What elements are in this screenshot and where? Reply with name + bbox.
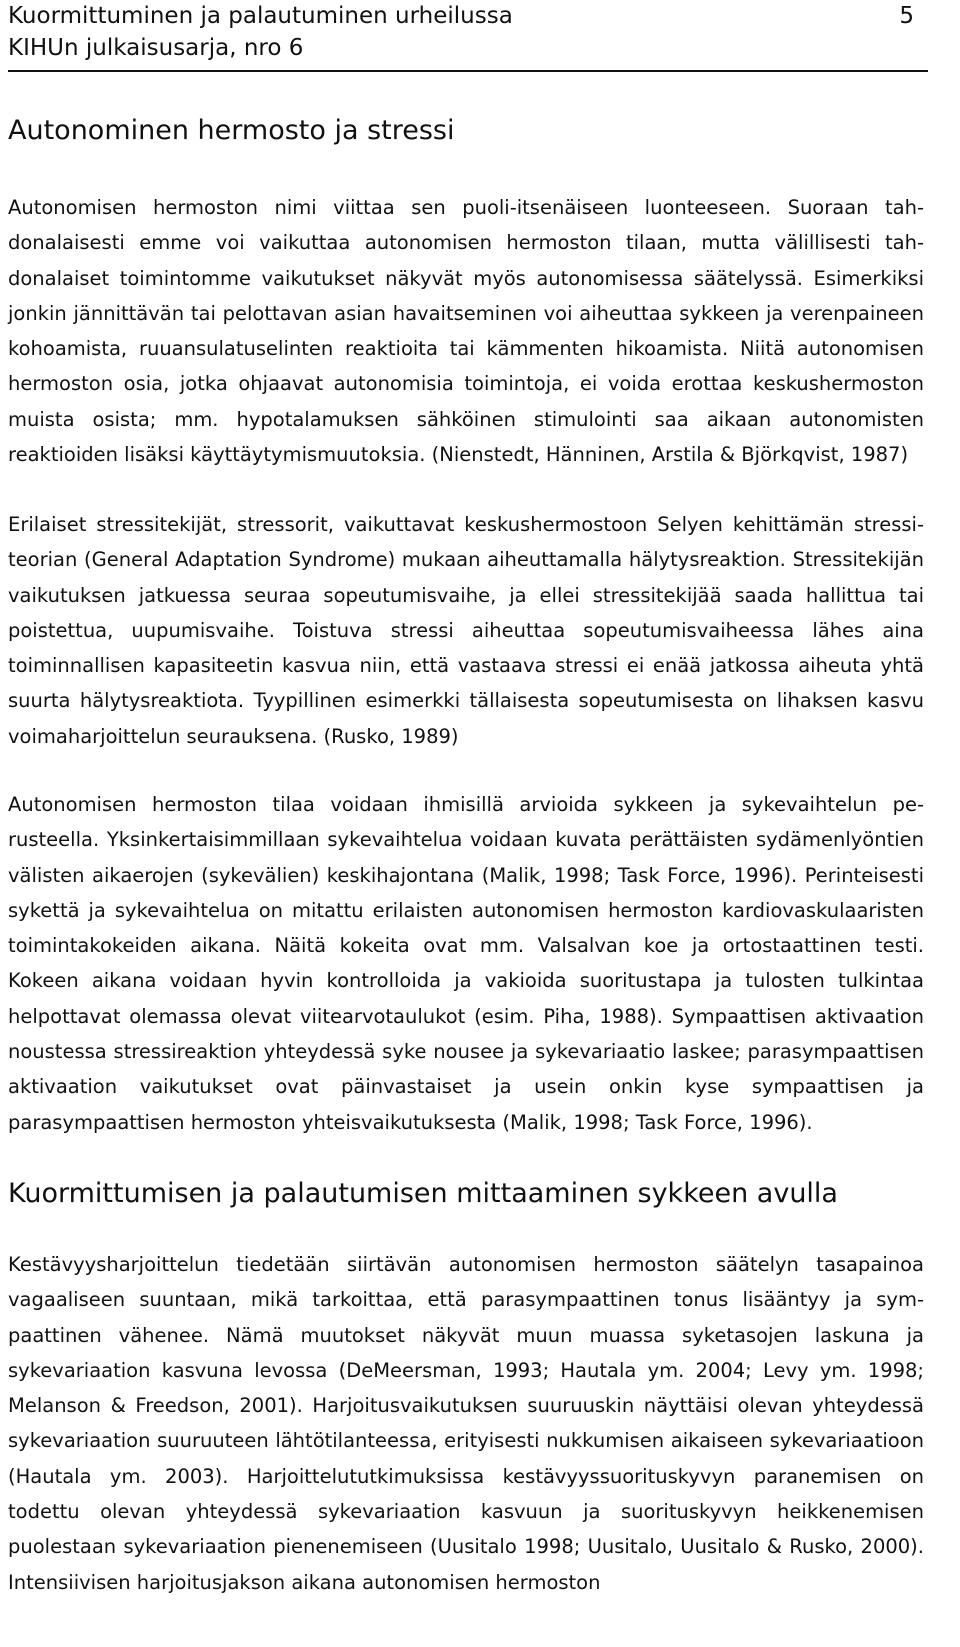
paragraph-autonomic-intro: Autonomisen hermoston nimi viittaa sen puoli-itsenäiseen luonteeseen. Suoraan tahdonalaisesti emme voi vaikuttaa autonomisen hermoston tilaan, mutta välillisesti tahdonalaiset toimintomme vaikutukset näkyvät myös autonomisessa säätelyssä. Esimerkiksi jonkin jännittävän tai pelottavan asian havaitseminen voi aiheuttaa sykkeen ja verenpaineen kohoamista, ruuansulatuselinten reaktioita tai kämmenten hikoamista. Niitä autonomisen hermoston osia, jotka ohjaavat autonomisia toimintoja, ei voida erottaa keskushermoston muista osista; mm. hypotalamuksen sähköinen stimulointi saa aikaan autonomisten reaktioiden lisäksi käyttäytymismuutoksia. (Nienstedt, Hänninen, Arstila & Björkqvist, 1987) bbox=[8, 196, 924, 467]
header-title: Kuormittuminen ja palautuminen urheilussa bbox=[8, 3, 513, 29]
paragraph-heart-rate-variability: Autonomisen hermoston tilaa voidaan ihmisillä arvioida sykkeen ja sykevaihtelun perusteella. Yksinkertaisimmillaan sykevaihtelua voidaan kuvata perättäisten sydämenlyöntien välisten aikaerojen (sykevälien) keskihajontana (Malik, 1998; Task Force, 1996). Perinteisesti sykettä ja sykevaihtelua on mitattu erilaisten autonomisen hermoston kardiovaskulaaristen toimintakokeiden aikana. Näitä kokeita ovat mm. Valsalvan koe ja ortostaattinen testi. Kokeen aikana voidaan hyvin kontrolloida ja vakioida suoritustapa ja tulosten tulkintaa helpottavat olemassa olevat viitearvotaulukot (esim. Piha, 1988). Sympaattisen aktivaation noustessa stressireaktion yhteydessä syke nousee ja sykevariaatio laskee; parasympaattisen aktivaation vaikutukset ovat päinvastaiset ja usein onkin kyse sympaattisen ja parasympaattisen hermoston yhteisvaikutuksesta (Malik, 1998; Task Force, 1996). bbox=[8, 793, 924, 1134]
section-heading-measurement: Kuormittumisen ja palautumisen mittaaminen sykkeen avulla bbox=[8, 1178, 838, 1209]
paragraph-stressors: Erilaiset stressitekijät, stressorit, vaikuttavat keskushermostoon Selyen kehittämän stressiteorian (General Adaptation Syndrome) mukaan aiheuttamalla hälytysreaktion. Stressitekijän vaikutuksen jatkuessa seuraa sopeutumisvaihe, ja ellei stressitekijää saada hallittua tai poistettua, uupumisvaihe. Toistuva stressi aiheuttaa sopeutumisvaiheessa lähes aina toiminnallisen kapasiteetin kasvua niin, että vastaava stressi ei enää jatkossa aiheuta yhtä suurta hälytysreaktiota. Tyypillinen esimerkki tällaisesta sopeutumisesta on lihaksen kasvu voimaharjoittelun seurauksena. (Rusko, 1989) bbox=[8, 513, 924, 748]
page-number: 5 bbox=[899, 3, 914, 29]
paragraph-endurance-training: Kestävyysharjoittelun tiedetään siirtävän autonomisen hermoston säätelyn tasapainoa vagaaliseen suuntaan, mikä tarkoittaa, että parasympaattinen tonus lisääntyy ja sympaattinen vähenee. Nämä muutokset näkyvät muun muassa syketasojen laskuna ja sykevariaation kasvuna levossa (DeMeersman, 1993; Hautala ym. 2004; Levy ym. 1998; Melanson & Freedson, 2001). Harjoitusvaikutuksen suuruuskin näyttäisi olevan yhteydessä sykevariaation suuruuteen lähtötilanteessa, erityisesti nukkumisen aikaiseen sykevariaatioon (Hautala ym. 2003). Harjoittelututkimuksissa kestävyyssuorituskyvyn paranemisen on todettu olevan yhteydessä sykevariaation kasvuun ja suorituskyvyn heikkenemisen puolestaan sykevariaation pienenemiseen (Uusitalo 1998; Uusitalo, Uusitalo & Rusko, 2000). Intensiivisen harjoitusjakson aikana autonomisen hermoston bbox=[8, 1253, 924, 1594]
running-header bbox=[8, 0, 928, 72]
section-heading-autonomic: Autonominen hermosto ja stressi bbox=[8, 115, 455, 146]
header-series: KIHUn julkaisusarja, nro 6 bbox=[8, 35, 304, 61]
